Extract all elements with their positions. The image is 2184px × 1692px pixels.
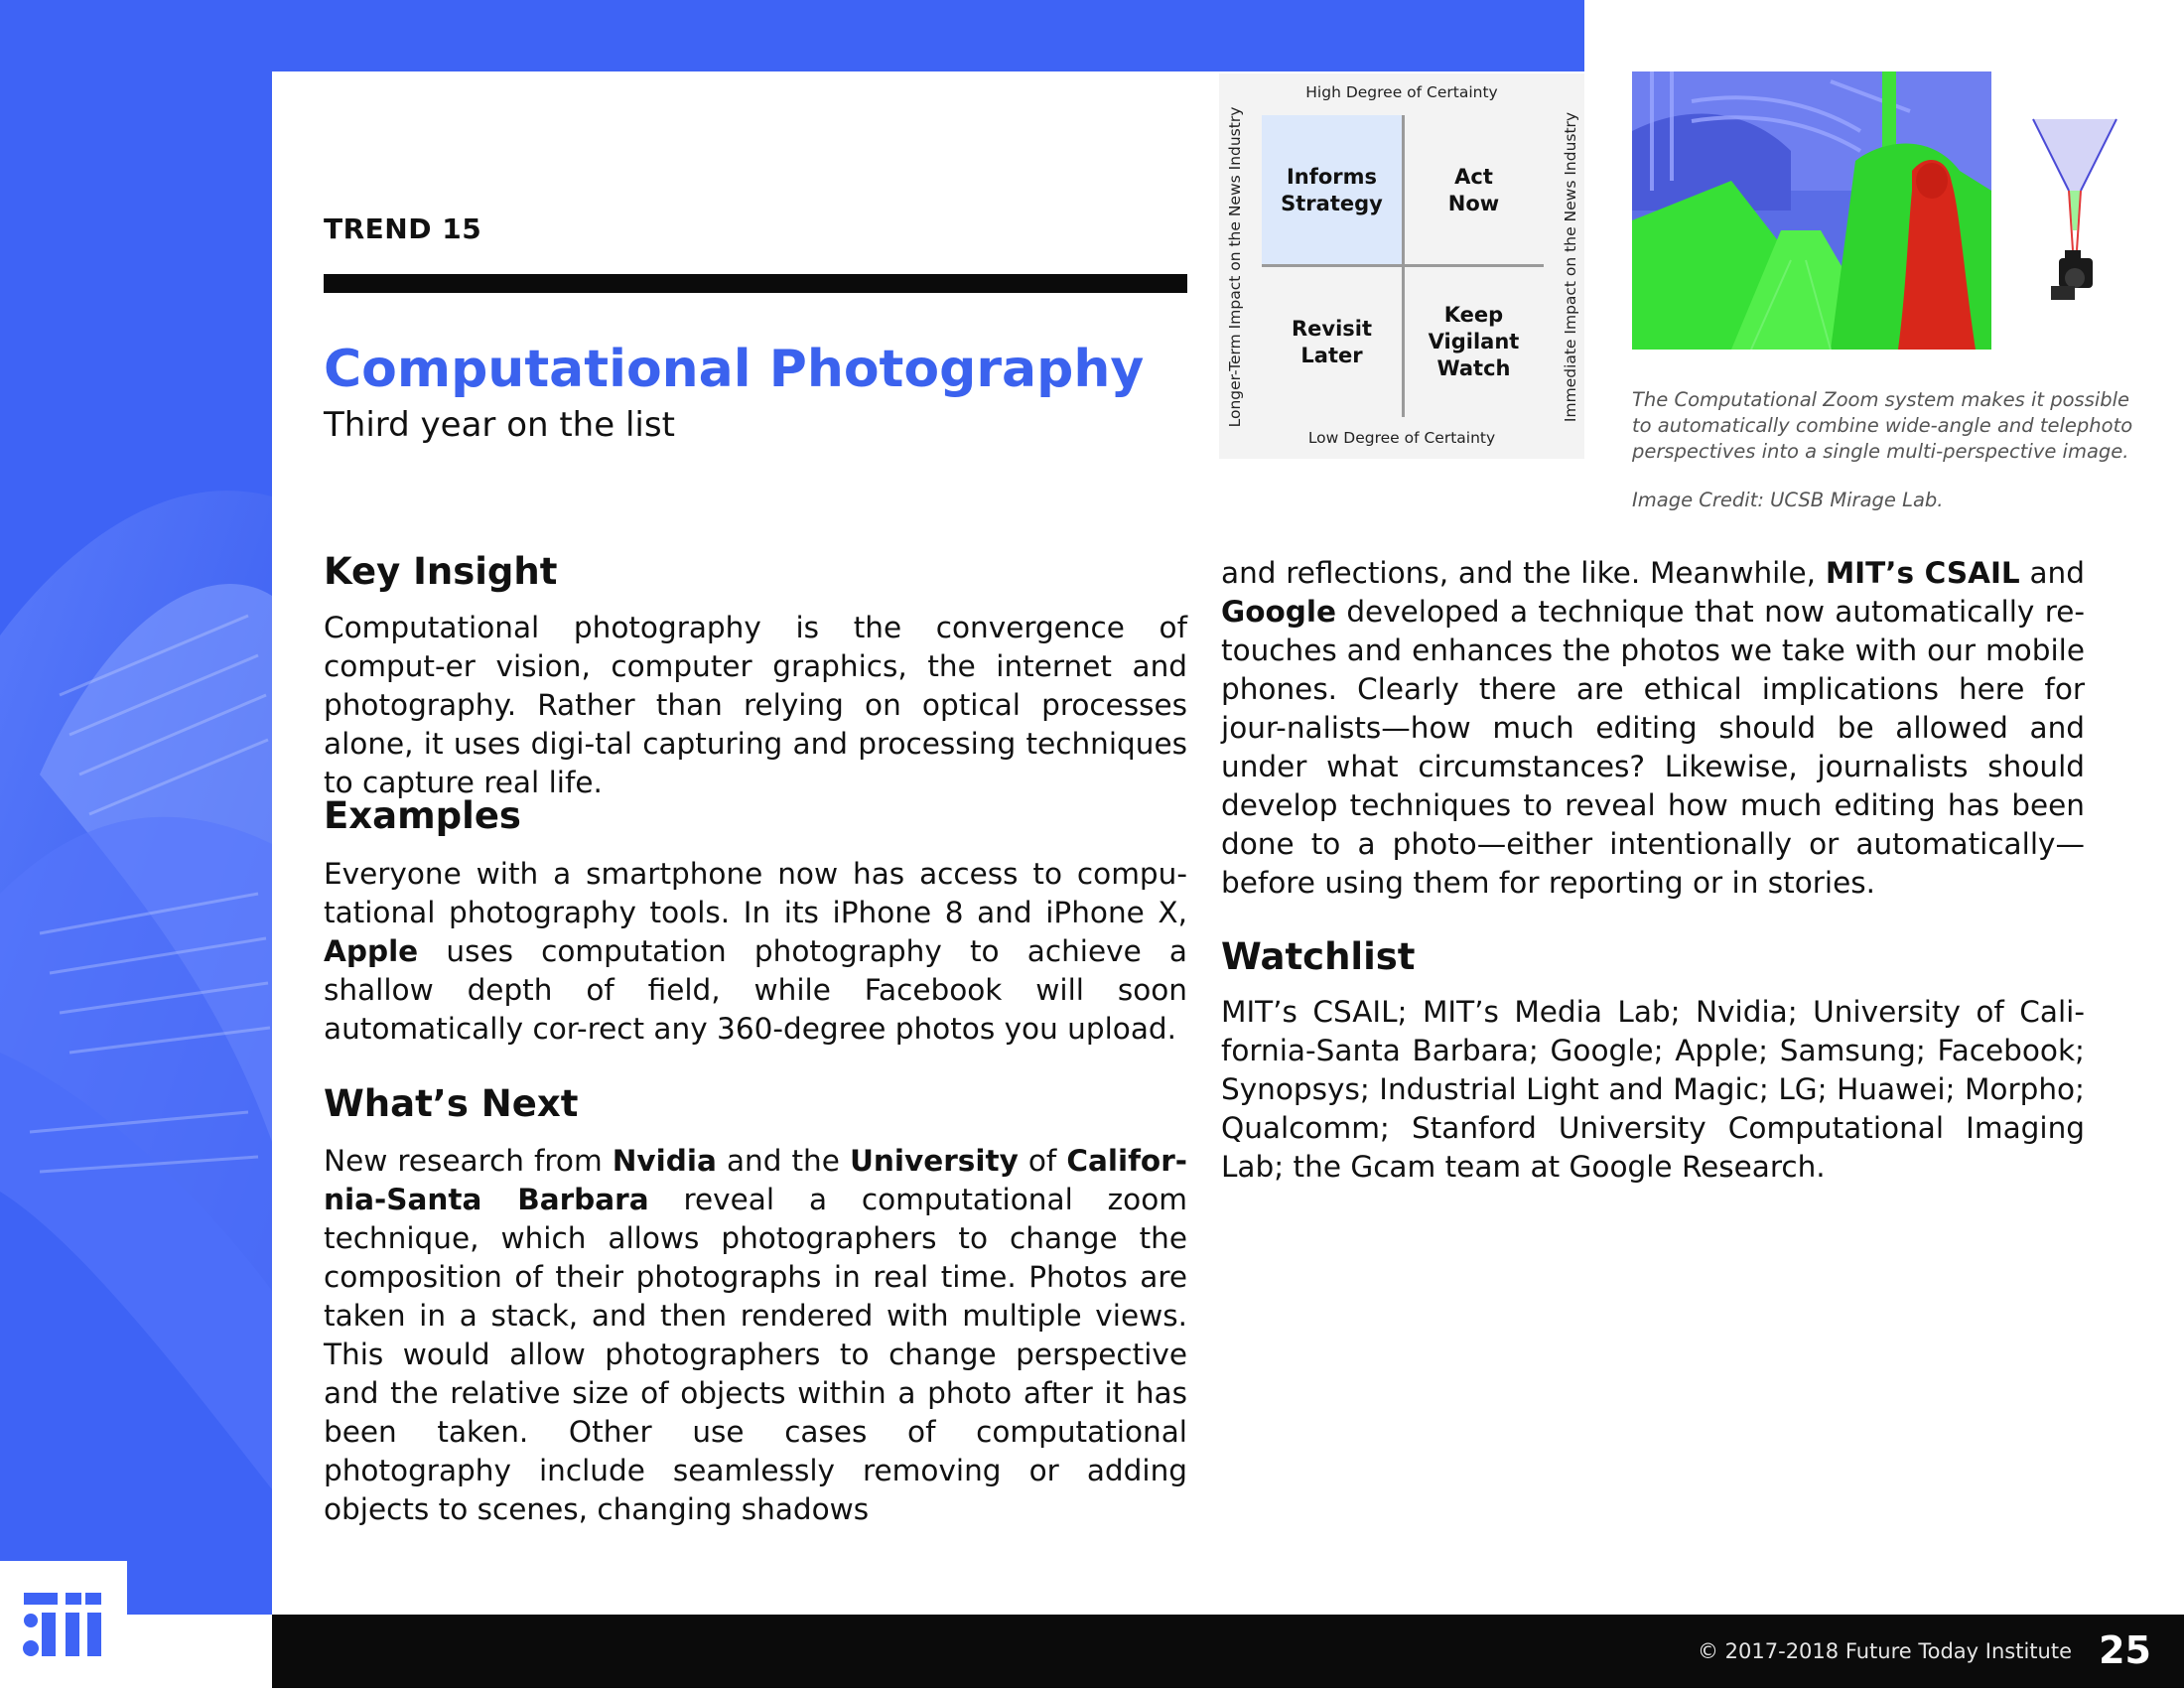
logo-mark-icon xyxy=(0,1561,127,1688)
matrix-horizontal-divider xyxy=(1262,264,1544,267)
computational-zoom-photo xyxy=(1632,71,1991,350)
examples-heading: Examples xyxy=(324,794,521,837)
camera-zoom-diagram xyxy=(2025,111,2124,332)
institute-logo xyxy=(0,1561,127,1688)
key-insight-heading: Key Insight xyxy=(324,550,558,593)
matrix-top-label: High Degree of Certainty xyxy=(1305,83,1498,101)
figure-caption: The Computational Zoom system makes it possible to automatically combine wide-angle and telephoto perspectives into a single multi-perspective image. xyxy=(1632,388,2133,463)
left-decorative-panel xyxy=(0,0,272,1615)
nvidia-bold: Nvidia xyxy=(612,1144,717,1178)
page-number: 25 xyxy=(2099,1628,2151,1672)
page-title: Computational Photography xyxy=(324,340,1145,399)
watchlist-heading: Watchlist xyxy=(1221,935,1416,978)
matrix-bottom-label: Low Degree of Certainty xyxy=(1307,429,1496,447)
whats-next-heading: What’s Next xyxy=(324,1082,579,1125)
page-subtitle: Third year on the list xyxy=(324,405,675,445)
matrix-cell-keep-vigilant-watch: Keep Vigilant Watch xyxy=(1428,303,1520,380)
camera-icon xyxy=(2051,250,2093,300)
continued-text: and reflections, and the like. Meanwhile, MIT’s CSAIL and Google developed a technique that now automatically re-touches and enhances the photos we take with our mobile phones. Clearly there are ethical implications here for jour-nalists—how much editing should be allowed and under what circumstances? Likewise, journalists should develop techniques to reveal how much editing has been done to a photo—either intentionally or automatically—before using them for reporting or in stories. xyxy=(1221,556,2085,900)
examples-text: Everyone with a smartphone now has access to compu-tational photography tools. In its iPhone 8 and iPhone X, Apple uses computation photography to achieve a shallow depth of field, while Facebook will soon automatically cor-rect any 360-degree photos you upload. xyxy=(324,857,1187,1046)
google-bold: Google xyxy=(1221,595,1336,629)
apple-bold: Apple xyxy=(324,934,419,968)
image-credit: Image Credit: UCSB Mirage Lab. xyxy=(1632,489,1944,511)
header-rule xyxy=(324,274,1187,293)
california-bold: Califor-nia-Santa Barbara xyxy=(324,1144,1187,1216)
matrix-left-label: Longer-Term Impact on the News Industry xyxy=(1226,106,1244,428)
trend-label: TREND 15 xyxy=(324,212,482,245)
matrix-cell-act-now: Act Now xyxy=(1447,164,1500,215)
certainty-matrix xyxy=(1219,73,1584,459)
mit-csail-bold: MIT’s CSAIL xyxy=(1825,556,2020,590)
watchlist-text: MIT’s CSAIL; MIT’s Media Lab; Nvidia; University of Cali-fornia-Santa Barbara; Google; Apple; Samsung; Facebook; Synopsys; Industrial Light and Magic; LG; Huawei; Morpho; Qualcomm; Stanford University Computational Imaging Lab; the Gcam team at Google Research. xyxy=(1221,995,2085,1184)
decorative-leaf-image xyxy=(0,0,272,1615)
copyright-text: © 2017-2018 Future Today Institute xyxy=(1698,1639,2072,1663)
matrix-cell-informs-strategy: Informs Strategy xyxy=(1262,115,1402,265)
matrix-cell-revisit-later: Revisit Later xyxy=(1291,316,1373,367)
university-bold: University xyxy=(849,1144,1019,1178)
matrix-right-label: Immediate Impact on the News Industry xyxy=(1562,111,1579,423)
key-insight-text: Computational photography is the convergence of comput-er vision, computer graphics, the internet and photography. Rather than relying on optical processes alone, it uses digi-tal capturing and processing techniques to capture real life. xyxy=(324,611,1187,799)
whats-next-text: New research from Nvidia and the University of Califor-nia-Santa Barbara reveal a computational zoom technique, which allows photographers to change the composition of their photographs in real time. Photos are taken in a stack, and then rendered with multiple views. This would allow photographers to change perspective and the relative size of objects within a photo after it has been taken. Other use cases of computational photography include seamlessly removing or adding objects to scenes, changing shadows xyxy=(324,1144,1187,1526)
